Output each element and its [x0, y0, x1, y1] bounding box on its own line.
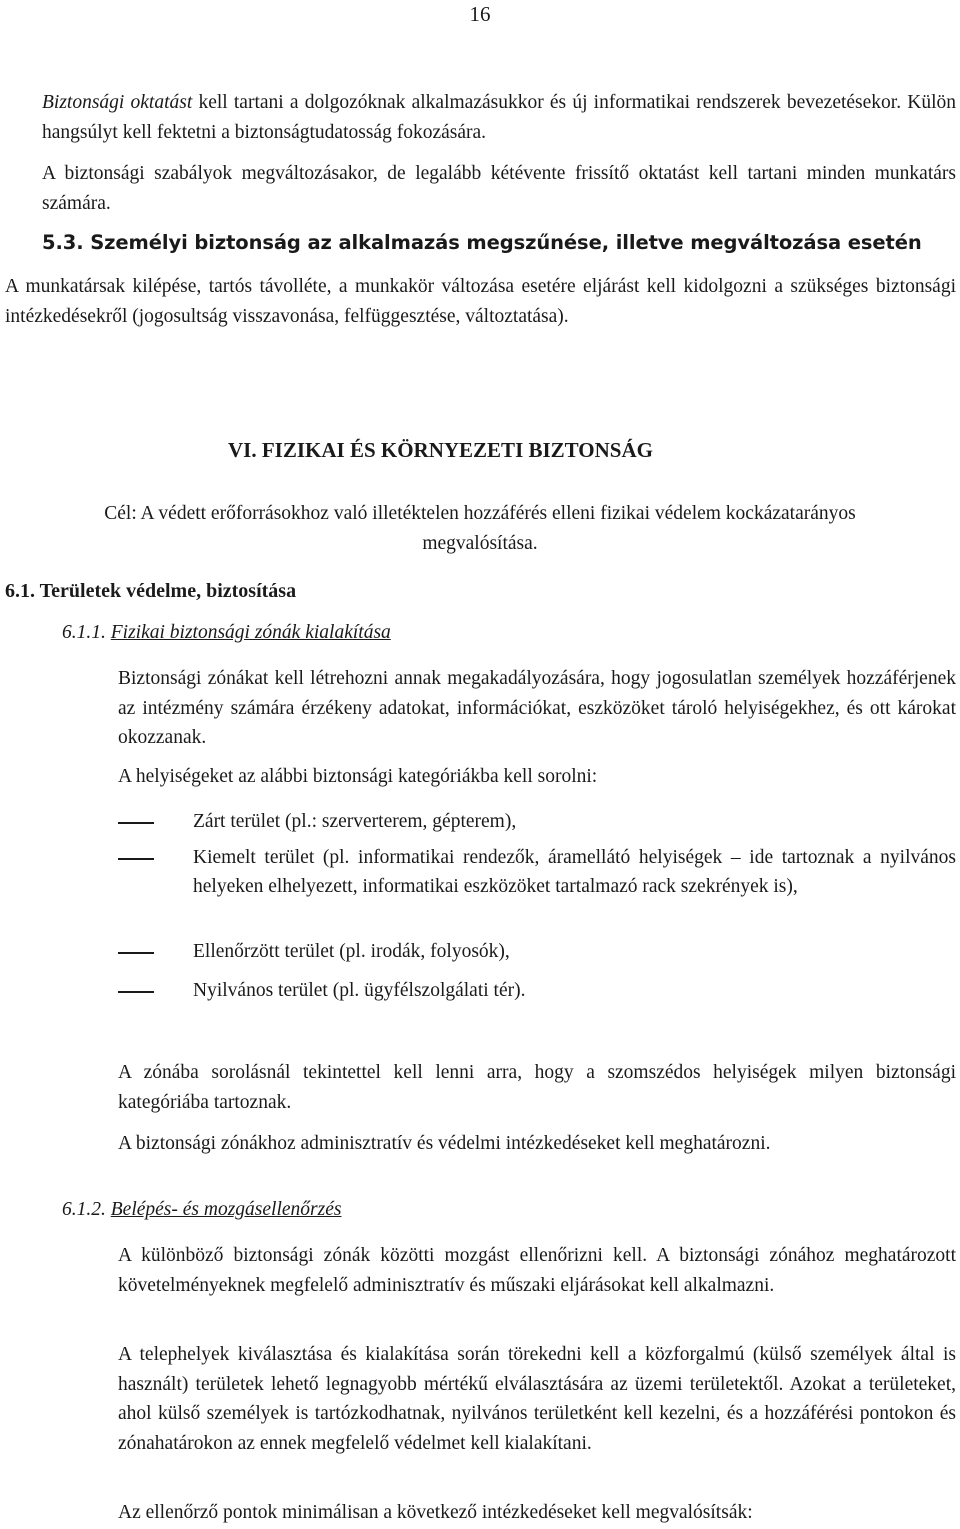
- subsection-6-1-1-p2: A helyiségeket az alábbi biztonsági kategóriákba kell sorolni:: [118, 766, 598, 787]
- subsection-6-1-2-p1: A különböző biztonsági zónák közötti mozgást ellenőrizni kell. A biztonsági zónához meghatározott követelményeknek megfelelő adminisztratív és műszaki eljárásokat kell alkalmazni.: [118, 1245, 956, 1296]
- intro-paragraph-1: [42, 88, 956, 147]
- dash-bullet-icon: [118, 822, 154, 824]
- list-item-text: Zárt terület (pl.: szerverterem, gépterem),: [193, 811, 517, 832]
- section-5-3-heading: 5.3. Személyi biztonság az alkalmazás megszűnése, illetve megváltozása esetén: [42, 231, 922, 254]
- list-item-text: Kiemelt terület (pl. informatikai rendezők, áramellátó helyiségek – ide tartoznak a nyilvános helyeken elhelyezett, informatikai eszközöket tartalmazó rack szekrények is),: [193, 847, 956, 897]
- subsection-6-1-1-p4: A biztonsági zónákhoz adminisztratív és védelmi intézkedéseket kell meghatározni.: [118, 1133, 771, 1154]
- list-item-text: Nyilvános terület (pl. ügyfélszolgálati tér).: [193, 980, 526, 1001]
- subsection-number: 6.1.1.: [62, 622, 111, 643]
- section-5-3-body: A munkatársak kilépése, tartós távolléte, a munkakör változása esetére eljárást kell kidolgozni a szükséges biztonsági intézkedésekről (jogosultság visszavonása, felfüggesztése, változtatása).: [5, 276, 956, 327]
- list-item-text: Ellenőrzött terület (pl. irodák, folyosók),: [193, 941, 510, 962]
- subsection-6-1-2-p2: A telephelyek kiválasztása és kialakítása során törekedni kell a közforgalmú (külső személyek által is használt) területek lehető legnagyobb mértékű elválasztására az üzemi területektől. Azokat a területeket, ahol külső személyek is tartózkodhatnak, nyilvános területként kell kezelni, és a hozzáférési pontokon és zónahatárokon az ennek megfelelő védelmet kell kialakítani.: [118, 1344, 956, 1454]
- dash-bullet-icon: [118, 991, 154, 993]
- intro-term: Biztonsági oktatást: [42, 92, 193, 113]
- dash-bullet-icon: [118, 952, 154, 954]
- subsection-6-1-2-heading: [62, 1199, 341, 1221]
- subsection-number: 6.1.2.: [62, 1199, 111, 1220]
- intro-text: kell tartani a dolgozóknak alkalmazásukkor és új informatikai rendszerek bevezetésekor. Külön hangsúlyt kell fektetni a biztonságtudatosság fokozására.: [42, 92, 957, 143]
- subsection-6-1-1-p3: A zónába sorolásnál tekintettel kell lenni arra, hogy a szomszédos helyiségek milyen biztonsági kategóriába tartoznak.: [118, 1062, 956, 1113]
- subsection-6-1-1-p1: Biztonsági zónákat kell létrehozni annak megakadályozására, hogy jogosulatlan személyek hozzáférjenek az intézmény számára érzékeny adatokat, információkat, eszközöket tároló helyiségekhez, és ott károkat okozzanak.: [118, 668, 956, 748]
- intro-paragraph-2: A biztonsági szabályok megváltozásakor, de legalább kétévente frissítő oktatást kell tartani minden munkatárs számára.: [42, 163, 956, 214]
- chapter-title: VI. FIZIKAI ÉS KÖRNYEZETI BIZTONSÁG: [228, 438, 653, 462]
- page-number: 16: [469, 2, 491, 26]
- subsection-6-1-1-heading: [62, 622, 391, 644]
- section-6-1-heading: 6.1. Területek védelme, biztosítása: [5, 580, 297, 602]
- chapter-goal: Cél: A védett erőforrásokhoz való illetéktelen hozzáférés elleni fizikai védelem kockázatarányos megvalósítása.: [104, 503, 856, 554]
- subsection-title: Fizikai biztonsági zónák kialakítása: [110, 622, 391, 643]
- subsection-title: Belépés- és mozgásellenőrzés: [110, 1199, 342, 1220]
- dash-bullet-icon: [118, 858, 154, 860]
- subsection-6-1-2-p3: Az ellenőrző pontok minimálisan a következő intézkedéseket kell megvalósítsák:: [118, 1502, 753, 1523]
